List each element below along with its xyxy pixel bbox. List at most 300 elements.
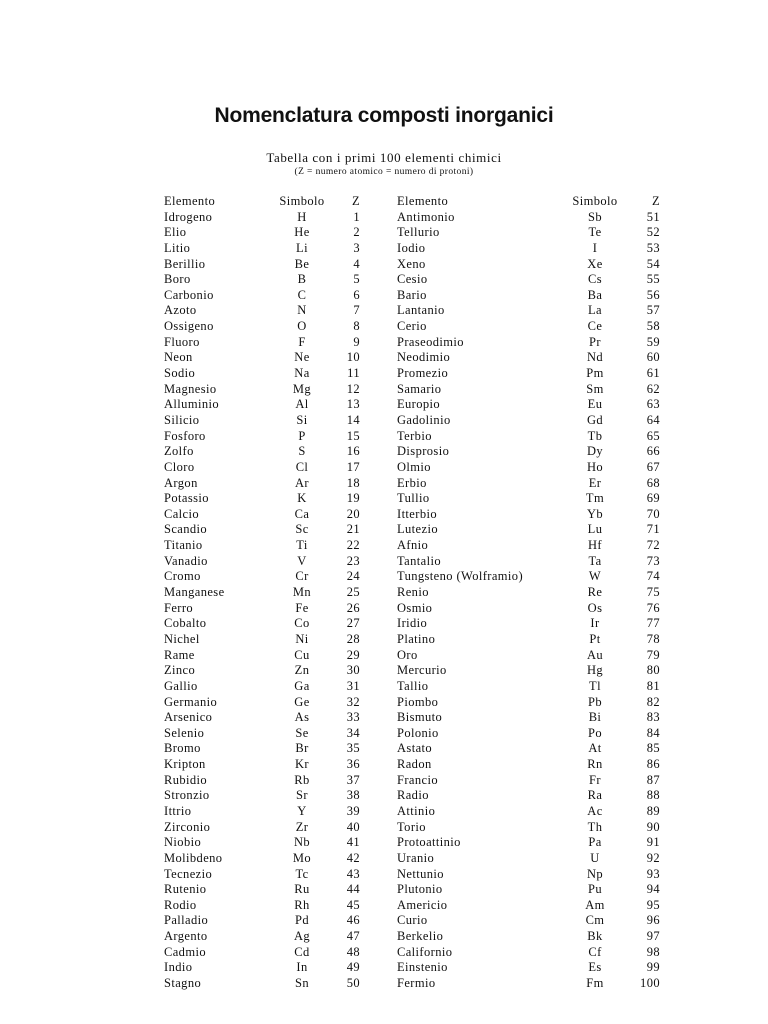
table-row (164, 835, 364, 851)
element-symbol: Al (295, 397, 309, 412)
element-symbol: Dy (586, 444, 604, 459)
atomic-number: 86 (646, 757, 660, 772)
atomic-number: 24 (346, 569, 360, 584)
atomic-number: 15 (346, 428, 360, 443)
table-row (397, 945, 663, 961)
element-symbol: N (297, 303, 307, 318)
table-row (397, 773, 663, 789)
element-name: Einstenio (397, 960, 448, 975)
atomic-number: 98 (646, 944, 660, 959)
element-symbol: Np (586, 866, 604, 881)
table-row (397, 554, 663, 570)
table-row (164, 913, 364, 929)
element-name: Terbio (397, 428, 432, 443)
element-name: Attinio (397, 803, 436, 818)
element-name: Europio (397, 397, 441, 412)
table-row (397, 257, 663, 273)
element-symbol: La (588, 303, 602, 318)
table-row (397, 960, 663, 976)
table-row (164, 397, 364, 413)
element-symbol: Pu (587, 882, 602, 897)
element-name: Idrogeno (164, 209, 213, 224)
element-symbol: Hg (586, 663, 604, 678)
element-symbol: Mg (292, 381, 312, 396)
element-name: Polonio (397, 725, 439, 740)
atomic-number: 94 (646, 882, 660, 897)
table-row (164, 601, 364, 617)
atomic-number: 65 (646, 428, 660, 443)
table-row (397, 929, 663, 945)
table-row (164, 632, 364, 648)
element-name: Osmio (397, 600, 433, 615)
table-row (164, 225, 364, 241)
atomic-number: 67 (646, 459, 660, 474)
atomic-number: 72 (646, 538, 660, 553)
atomic-number: 80 (646, 663, 660, 678)
table-row (164, 663, 364, 679)
element-symbol: Ce (587, 319, 603, 334)
element-symbol: H (297, 209, 307, 224)
atomic-number: 75 (646, 585, 660, 600)
atomic-number: 8 (353, 319, 360, 334)
table-row (397, 898, 663, 914)
table-row (164, 945, 364, 961)
atomic-number: 30 (346, 663, 360, 678)
atomic-number: 10 (346, 350, 360, 365)
table-row (397, 241, 663, 257)
table-row (397, 429, 663, 445)
element-symbol: Ag (293, 929, 311, 944)
atomic-number: 33 (346, 710, 360, 725)
table-row (164, 851, 364, 867)
element-name: Cerio (397, 319, 427, 334)
atomic-number: 96 (646, 913, 660, 928)
element-symbol: Tb (587, 428, 603, 443)
table-row (164, 319, 364, 335)
table-row (397, 491, 663, 507)
element-symbol: Au (586, 647, 604, 662)
element-name: Olmio (397, 459, 431, 474)
element-name: Rodio (164, 897, 197, 912)
element-name: Californio (397, 944, 453, 959)
table-row (164, 429, 364, 445)
element-name: Tantalio (397, 553, 441, 568)
element-name: Gadolinio (397, 412, 451, 427)
atomic-number: 97 (646, 929, 660, 944)
element-name: Zirconio (164, 819, 211, 834)
element-name: Iodio (397, 240, 426, 255)
table-row (164, 272, 364, 288)
element-name: Radon (397, 757, 432, 772)
element-name: Germanio (164, 694, 218, 709)
table-row (397, 616, 663, 632)
table-row (397, 788, 663, 804)
element-name: Platino (397, 631, 436, 646)
element-symbol: Hf (588, 538, 602, 553)
table-row (397, 820, 663, 836)
element-symbol: Ac (587, 803, 603, 818)
atomic-number: 43 (346, 866, 360, 881)
atomic-number: 50 (346, 976, 360, 991)
element-name: Antimonio (397, 209, 455, 224)
atomic-number: 29 (346, 647, 360, 662)
table-row (397, 726, 663, 742)
element-symbol: Cu (294, 647, 310, 662)
table-row (397, 476, 663, 492)
table-row (397, 522, 663, 538)
table-row (397, 695, 663, 711)
element-symbol: Pa (588, 835, 602, 850)
atomic-number: 62 (646, 381, 660, 396)
column-header-row (397, 194, 663, 210)
table-row (397, 413, 663, 429)
element-symbol: Fm (586, 976, 604, 991)
element-name: Iridio (397, 616, 428, 631)
element-name: Americio (397, 897, 448, 912)
element-symbol: Gd (586, 412, 604, 427)
element-symbol: Cl (295, 459, 309, 474)
atomic-number: 9 (353, 334, 360, 349)
element-symbol: Ne (294, 350, 310, 365)
element-symbol: V (297, 553, 307, 568)
element-name: Erbio (397, 475, 427, 490)
element-symbol: O (297, 319, 307, 334)
atomic-number: 90 (646, 819, 660, 834)
page-title: Nomenclatura composti inorganici (214, 104, 554, 127)
atomic-number: 18 (346, 475, 360, 490)
element-name: Zinco (164, 663, 196, 678)
element-symbol: S (298, 444, 306, 459)
element-symbol: Be (294, 256, 310, 271)
element-symbol: Er (588, 475, 602, 490)
element-symbol: Sc (295, 522, 309, 537)
atomic-number: 40 (346, 819, 360, 834)
atomic-number: 61 (646, 366, 660, 381)
atomic-number: 47 (346, 929, 360, 944)
element-symbol: Mn (292, 585, 312, 600)
atomic-number: 71 (646, 522, 660, 537)
element-symbol: Ge (294, 694, 310, 709)
element-symbol: Rh (294, 897, 310, 912)
atomic-number: 58 (646, 319, 660, 334)
element-symbol: Po (587, 725, 602, 740)
table-row (164, 898, 364, 914)
atomic-number: 55 (646, 272, 660, 287)
table-row (164, 804, 364, 820)
table-row (164, 241, 364, 257)
table-row (164, 773, 364, 789)
element-symbol: Si (296, 412, 308, 427)
table-row (164, 288, 364, 304)
element-symbol: Sb (587, 209, 602, 224)
element-name: Bario (397, 287, 427, 302)
element-name: Samario (397, 381, 442, 396)
element-name: Nichel (164, 631, 200, 646)
element-symbol: Zn (294, 663, 310, 678)
table-row (397, 272, 663, 288)
table-row (397, 757, 663, 773)
table-row (164, 257, 364, 273)
atomic-number: 88 (646, 788, 660, 803)
element-name: Plutonio (397, 882, 443, 897)
table-row (164, 366, 364, 382)
atomic-number: 84 (646, 725, 660, 740)
element-symbol: Rn (587, 757, 603, 772)
element-symbol: Fr (589, 772, 601, 787)
element-symbol: Os (587, 600, 603, 615)
element-name: Potassio (164, 491, 209, 506)
element-symbol: Pt (589, 631, 601, 646)
element-name: Vanadio (164, 553, 208, 568)
atomic-number: 100 (640, 976, 660, 991)
element-name: Boro (164, 272, 191, 287)
table-row (397, 397, 663, 413)
table-row (164, 882, 364, 898)
element-symbol: Bi (588, 710, 602, 725)
element-symbol: Yb (586, 506, 604, 521)
table-row (164, 616, 364, 632)
element-name: Promezio (397, 366, 449, 381)
element-name: Praseodimio (397, 334, 464, 349)
atomic-number: 5 (353, 272, 360, 287)
atomic-number: 26 (346, 600, 360, 615)
atomic-number: 42 (346, 850, 360, 865)
element-name: Mercurio (397, 663, 447, 678)
element-name: Alluminio (164, 397, 219, 412)
atomic-number: 46 (346, 913, 360, 928)
table-row (164, 507, 364, 523)
atomic-number: 60 (646, 350, 660, 365)
element-name: Sodio (164, 366, 196, 381)
element-name: Torio (397, 819, 426, 834)
table-row (164, 648, 364, 664)
element-symbol: Ru (294, 882, 310, 897)
element-name: Ossigeno (164, 319, 214, 334)
element-symbol: Bk (587, 929, 603, 944)
element-symbol: Ba (587, 287, 603, 302)
element-name: Argento (164, 929, 208, 944)
table-note: (Z = numero atomico = numero di protoni) (294, 167, 474, 177)
element-symbol: Ho (586, 459, 604, 474)
element-symbol: At (588, 741, 602, 756)
atomic-number: 91 (646, 835, 660, 850)
element-name: Silicio (164, 412, 200, 427)
element-name: Piombo (397, 694, 439, 709)
element-name: Niobio (164, 835, 202, 850)
atomic-number: 17 (346, 459, 360, 474)
element-symbol: Br (295, 741, 309, 756)
atomic-number: 27 (346, 616, 360, 631)
table-row (164, 960, 364, 976)
element-name: Kripton (164, 757, 206, 772)
atomic-number: 63 (646, 397, 660, 412)
atomic-number: 44 (346, 882, 360, 897)
atomic-number: 12 (346, 381, 360, 396)
table-row (164, 569, 364, 585)
table-row (397, 585, 663, 601)
atomic-number: 4 (353, 256, 360, 271)
element-symbol: Tl (589, 678, 601, 693)
atomic-number: 35 (346, 741, 360, 756)
header-element: Elemento (164, 194, 216, 208)
table-row (397, 569, 663, 585)
atomic-number: 3 (353, 240, 360, 255)
element-symbol: Tc (295, 866, 309, 881)
element-symbol: Sm (586, 381, 604, 396)
atomic-number: 31 (346, 678, 360, 693)
element-name: Nettunio (397, 866, 444, 881)
table-row (397, 366, 663, 382)
atomic-number: 48 (346, 944, 360, 959)
element-symbol: He (294, 225, 310, 240)
atomic-number: 2 (353, 225, 360, 240)
element-name: Afnio (397, 538, 429, 553)
element-symbol: Eu (587, 397, 603, 412)
element-name: Ferro (164, 600, 194, 615)
atomic-number: 77 (646, 616, 660, 631)
atomic-number: 82 (646, 694, 660, 709)
table-subtitle: Tabella con i primi 100 elementi chimici (266, 150, 502, 165)
element-symbol: Lu (587, 522, 603, 537)
atomic-number: 13 (346, 397, 360, 412)
element-name: Cesio (397, 272, 428, 287)
table-row (397, 601, 663, 617)
atomic-number: 28 (346, 631, 360, 646)
atomic-number: 69 (646, 491, 660, 506)
table-row (397, 648, 663, 664)
atomic-number: 74 (646, 569, 660, 584)
element-name: Tecnezio (164, 866, 213, 881)
element-symbol: Ra (587, 788, 603, 803)
atomic-number: 92 (646, 850, 660, 865)
element-symbol: Rb (294, 772, 310, 787)
element-name: Radio (397, 788, 429, 803)
element-symbol: Ir (590, 616, 600, 631)
table-row (164, 491, 364, 507)
element-name: Ittrio (164, 803, 192, 818)
table-row (397, 632, 663, 648)
table-row (397, 335, 663, 351)
atomic-number: 19 (346, 491, 360, 506)
element-symbol: Ca (294, 506, 310, 521)
table-row (164, 710, 364, 726)
column-header-row (164, 194, 364, 210)
atomic-number: 1 (353, 209, 360, 224)
table-row (164, 413, 364, 429)
element-symbol: Ta (588, 553, 602, 568)
atomic-number: 41 (346, 835, 360, 850)
atomic-number: 54 (646, 256, 660, 271)
element-symbol: Ni (295, 631, 309, 646)
element-symbol: W (588, 569, 602, 584)
table-row (397, 444, 663, 460)
table-row (397, 741, 663, 757)
element-name: Magnesio (164, 381, 217, 396)
element-name: Oro (397, 647, 418, 662)
element-symbol: Ar (295, 475, 309, 490)
table-row (397, 225, 663, 241)
element-symbol: B (297, 272, 307, 287)
element-name: Tellurio (397, 225, 440, 240)
element-symbol: Th (587, 819, 603, 834)
table-row (397, 913, 663, 929)
table-row (164, 335, 364, 351)
element-name: Molibdeno (164, 850, 223, 865)
element-name: Berkelio (397, 929, 444, 944)
element-symbol: F (298, 334, 306, 349)
elements-column-left (164, 194, 364, 992)
table-row (164, 554, 364, 570)
atomic-number: 68 (646, 475, 660, 490)
table-row (397, 679, 663, 695)
atomic-number: 16 (346, 444, 360, 459)
table-row (164, 726, 364, 742)
element-name: Itterbio (397, 506, 437, 521)
atomic-number: 53 (646, 240, 660, 255)
element-symbol: Sr (296, 788, 308, 803)
element-name: Argon (164, 475, 198, 490)
table-row (397, 210, 663, 226)
element-name: Cromo (164, 569, 201, 584)
element-name: Calcio (164, 506, 200, 521)
table-row (164, 867, 364, 883)
element-symbol: Pm (586, 366, 604, 381)
atomic-number: 52 (646, 225, 660, 240)
table-row (164, 679, 364, 695)
table-row (164, 820, 364, 836)
element-symbol: Nb (293, 835, 311, 850)
element-name: Manganese (164, 585, 225, 600)
element-symbol: Co (294, 616, 310, 631)
atomic-number: 6 (353, 287, 360, 302)
atomic-number: 39 (346, 803, 360, 818)
atomic-number: 59 (646, 334, 660, 349)
element-symbol: Pr (589, 334, 601, 349)
element-name: Rame (164, 647, 195, 662)
element-symbol: Cs (587, 272, 602, 287)
table-row (164, 210, 364, 226)
atomic-number: 70 (646, 506, 660, 521)
table-row (164, 350, 364, 366)
table-row (397, 976, 663, 992)
element-symbol: As (294, 710, 310, 725)
element-name: Uranio (397, 850, 435, 865)
atomic-number: 83 (646, 710, 660, 725)
table-row (164, 788, 364, 804)
element-name: Bromo (164, 741, 201, 756)
header-element: Elemento (397, 194, 449, 208)
elements-column-right (397, 194, 663, 992)
element-symbol: Cf (588, 944, 602, 959)
table-row (164, 382, 364, 398)
atomic-number: 85 (646, 741, 660, 756)
element-name: Xeno (397, 256, 426, 271)
element-symbol: Sn (294, 976, 309, 991)
element-symbol: Es (588, 960, 602, 975)
element-name: Gallio (164, 678, 198, 693)
table-row (397, 288, 663, 304)
element-name: Fluoro (164, 334, 200, 349)
element-name: Disprosio (397, 444, 450, 459)
element-name: Indio (164, 960, 193, 975)
element-symbol: Mo (292, 850, 312, 865)
element-name: Cadmio (164, 944, 206, 959)
element-symbol: Fe (295, 600, 309, 615)
element-symbol: Na (294, 366, 310, 381)
element-symbol: U (590, 850, 600, 865)
table-row (164, 303, 364, 319)
atomic-number: 87 (646, 772, 660, 787)
